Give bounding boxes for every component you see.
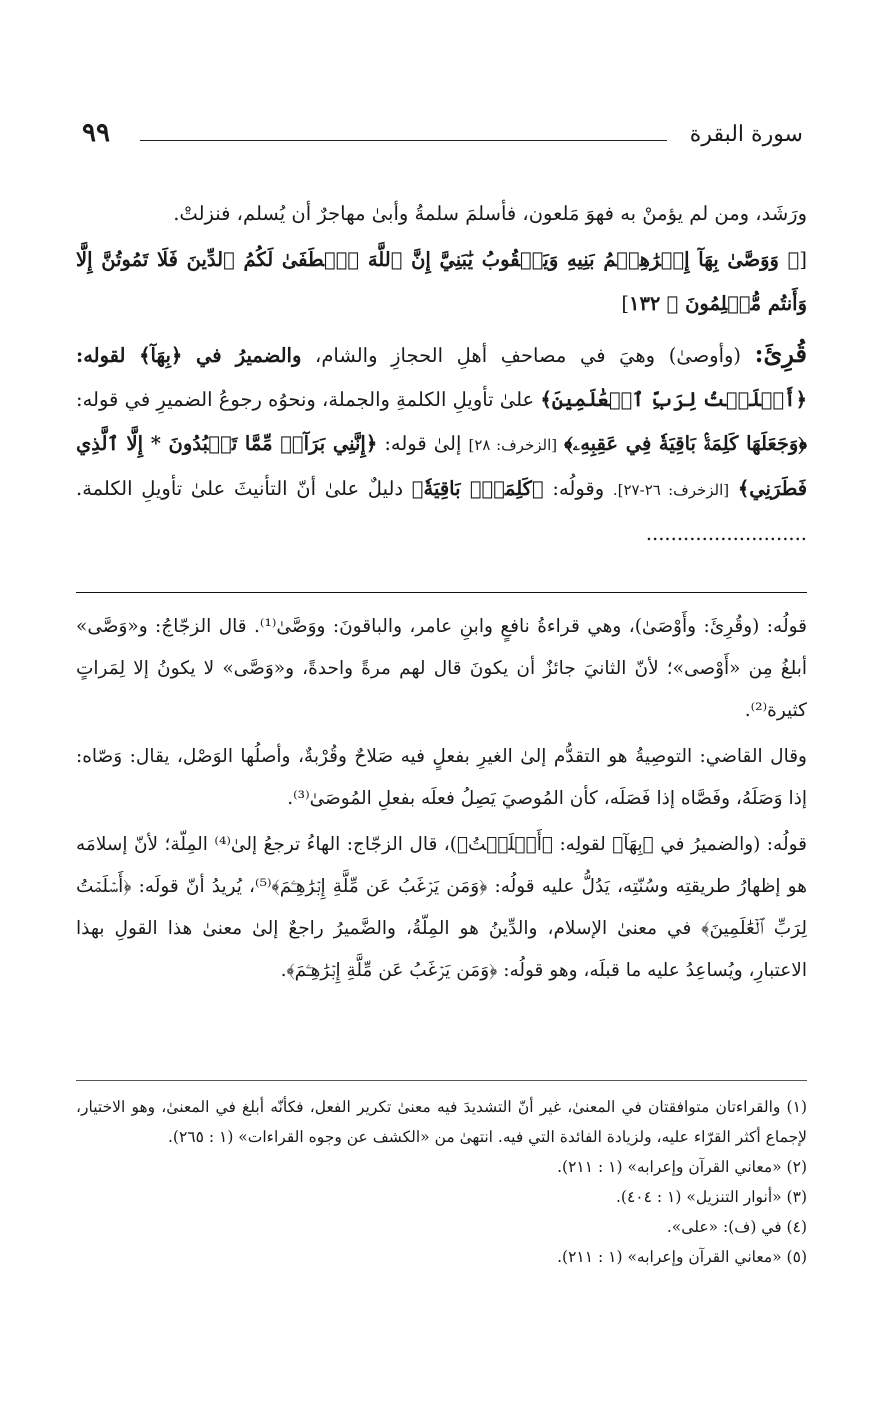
- commentary-s3: إلىٰ قوله:: [384, 432, 462, 455]
- main-text: [76, 192, 807, 556]
- hashiya-divider: [76, 592, 807, 593]
- quote-innani: ﴿إِنَّنِي بَرَآءٞ مِّمَّا تَعۡبُدُونَ * إِلَّا ٱلَّذِي فَطَرَنِي﴾: [76, 432, 808, 500]
- running-header: [82, 118, 803, 158]
- page-number: ٩٩: [82, 118, 110, 148]
- hashiya-paragraph-3: قولُه: (والضميرُ في ﴿بِهَآ﴾ لقولِه: ﴿أَسۡلَمۡتُ﴾)، قال الزجّاج: الهاءُ ترجعُ إلىٰ⁽⁴⁾ المِلّة؛ لأنّ إسلامَه هو إظهارُ طريقتِه وسُنّتِه، يَدُلُّ عليه قولُه: ﴿وَمَن يَرۡغَبُ عَن مِّلَّةِ إِبۡرَٰهِـۧمَ﴾⁽⁵⁾، يُريدُ أنّ قولَه: ﴿أَسۡلَمۡتُ لِرَبِّ ٱلۡعَٰلَمِينَ﴾ في معنىٰ الإسلام، والدِّينُ هو المِلّةُ، والضَّميرُ راجعٌ إلىٰ معنىٰ هذا القولِ بهذا الاعتبارِ، ويُساعِدُ عليه ما قبلَه، وهو قولُه: ﴿وَمَن يَرۡغَبُ عَن مِّلَّةِ إِبۡرَٰهِـۧمَ﴾.: [76, 834, 807, 981]
- qira-label: قُرِئَ:: [754, 339, 808, 368]
- footnote-1: (١) والقراءتان متوافقتان في المعنىٰ، غير أنّ التشديدَ فيه معنىٰ تكرير الفعل، فكأنّه أبلغ في المعنىٰ، وهو الاختيار، لإجماع أكثر القرّاء عليه، ولزيادة الفائدة التي فيه. انتهىٰ من «الكشف عن وجوه القراءات» (١ : ٢٦٥).: [76, 1098, 807, 1146]
- footnote-3: (٣) «أنوار التنزيل» (١ : ٤٠٤).: [615, 1188, 807, 1206]
- quote-aslamtu: ﴿أَسۡلَمۡتُ لِرَبِّ ٱلۡعَٰلَمِينَ﴾: [540, 388, 808, 411]
- commentary-paragraph: [76, 332, 807, 556]
- commentary-s4: وقولُه:: [552, 477, 605, 500]
- quote-kalimatan: ﴿كَلِمَةَۢ بَاقِيَةٗ﴾: [411, 477, 544, 500]
- reference-1: [الزخرف: ٢٨]: [468, 436, 558, 454]
- verse-number: ١٣٢: [628, 292, 661, 315]
- footnotes: [76, 1092, 807, 1272]
- commentary-s2: علىٰ تأويلِ الكلمةِ والجملة، ونحوُه رجوعُ الضميرِ في قوله:: [76, 388, 535, 411]
- header-rule: [140, 140, 667, 141]
- quran-verse: [76, 238, 807, 326]
- intro-paragraph: ورَشَد، ومن لم يؤمنْ به فهوَ مَلعون، فأسلمَ سلمةُ وأبىٰ مهاجرٌ أن يُسلم، فنزلتْ.: [173, 202, 807, 225]
- footnote-2: (٢) «معاني القرآن وإعرابه» (١ : ٢١١).: [557, 1158, 807, 1176]
- qawluhu-label: لقوله:: [76, 344, 126, 367]
- reference-2: [الزخرف: ٢٦-٢٧].: [612, 481, 730, 499]
- hashiya-paragraph-1: قولُه: (وقُرِئَ: وأَوْصَىٰ)، وهي قراءةُ نافعٍ وابنِ عامر، والباقونَ: ووَصَّىٰ⁽¹⁾. قال الزجّاجُ: و«وَصَّى» أبلغُ مِن «أَوْصى»؛ لأنّ الثانيَ جائزٌ أن يكونَ قال لهم مرةً واحدةً، و«وَصَّى» لا يكونُ إلا لِمَراتٍ كثيرة⁽²⁾.: [76, 616, 807, 721]
- commentary-s1: (وأوصىٰ) وهيَ في مصاحفِ أهلِ الحجازِ والشام،: [315, 344, 742, 367]
- hashiya-section: [76, 606, 807, 996]
- commentary-s5: دليلٌ علىٰ أنّ التأنيثَ علىٰ تأويلِ الكلمة. ..........................: [76, 477, 807, 545]
- quote-biha: ﴿بِهَآ﴾: [139, 344, 183, 367]
- damir-label: والضميرُ في: [195, 344, 302, 367]
- verse-close-bracket: ]: [621, 292, 629, 315]
- footnote-divider: [76, 1080, 807, 1081]
- surah-title: سورة البقرة: [689, 122, 803, 147]
- verse-text: ﴿ وَوَصَّىٰ بِهَآ إِبۡرَٰهِـۧمُ بَنِيهِ وَيَعۡقُوبُ يَٰبَنِيَّ إِنَّ ٱللَّهَ ٱصۡطَفَىٰ لَكُمُ ٱلدِّينَ فَلَا تَمُوتُنَّ إِلَّا وَأَنتُم مُّسۡلِمُونَ ﴾: [76, 248, 807, 315]
- verse-open-bracket: [: [799, 248, 807, 271]
- hashiya-paragraph-2: وقال القاضي: التوصِيةُ هو التقدُّم إلىٰ الغيرِ بفعلٍ فيه صَلاحٌ وقُرْبةٌ، وأصلُها الوَصْل، يقال: وَصّاه: إذا وَصَلَهُ، وفَصَّاه إذا فَصَلَه، كأن المُوصيَ يَصِلُ فعلَه بفعلِ المُوصَىٰ⁽³⁾.: [76, 746, 807, 809]
- quote-wajaalaha: ﴿وَجَعَلَهَا كَلِمَةَۢ بَاقِيَةٗ فِي عَقِبِهِۦ﴾: [564, 432, 807, 455]
- footnote-5: (٥) «معاني القرآن وإعرابه» (١ : ٢١١).: [557, 1248, 807, 1266]
- footnote-4: (٤) في (ف): «على».: [666, 1218, 807, 1236]
